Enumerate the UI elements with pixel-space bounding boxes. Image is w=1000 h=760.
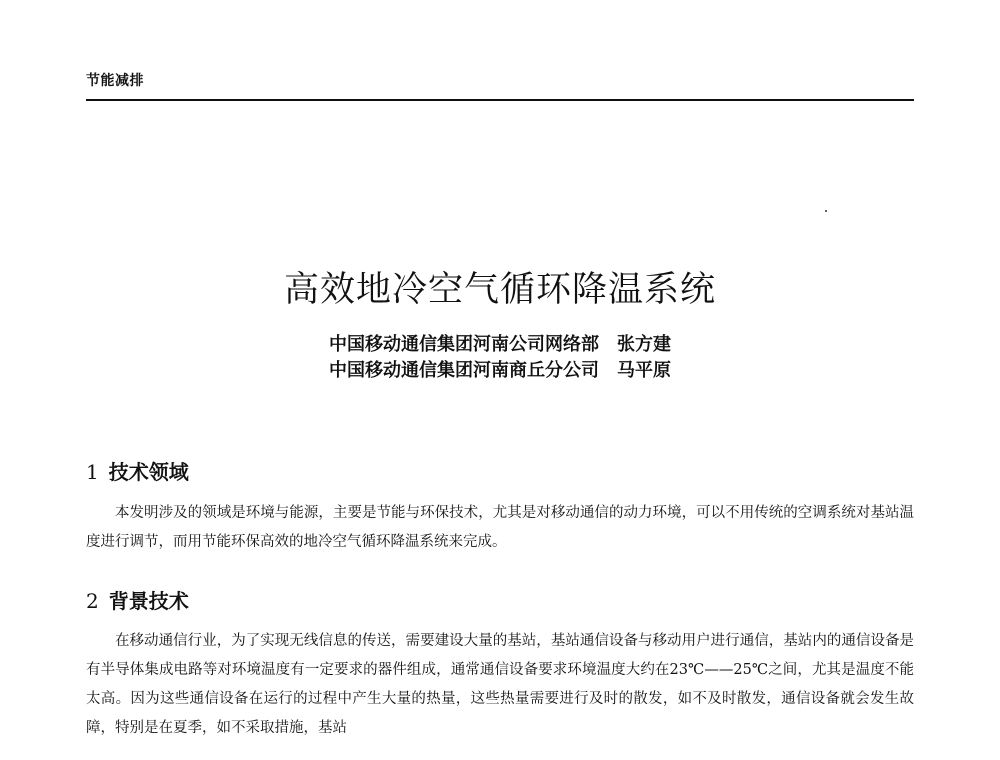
section-paragraph-1: 本发明涉及的领域是环境与能源，主要是节能与环保技术，尤其是对移动通信的动力环境，可以不用传统的空调系统对基站温度进行调节，而用节能环保高效的地冷空气循环降温系统来完成。 [86,505,914,550]
scan-speck [825,210,827,212]
section-number-1: 1 [86,460,99,484]
section-paragraph-2: 在移动通信行业，为了实现无线信息的传送，需要建设大量的基站，基站通信设备与移动用户进行通信，基站内的通信设备是有半导体集成电路等对环境温度有一定要求的器件组成，通常通信设备要求环境温度大约在23℃——25℃之间，尤其是温度不能太高。因为这些通信设备在运行的过程中产生大量的热量，这些热量需要进行及时的散发，如不及时散发，通信设备就会发生故障，特别是在夏季，如不采取措施，基站 [86,633,914,736]
author-line-1: 中国移动通信集团河南公司网络部 张方建 [329,334,671,355]
section-title-1: 技术领域 [108,460,189,484]
section-heading-1 [86,456,189,485]
paper-title: 高效地冷空气循环降温系统 [283,270,716,310]
section-number-2: 2 [86,589,99,613]
section-label: 节能减排 [86,73,144,89]
section-title-2: 背景技术 [108,589,189,613]
header-rule [86,99,914,101]
author-line-2: 中国移动通信集团河南商丘分公司 马平原 [329,360,671,381]
section-heading-2 [86,585,189,614]
